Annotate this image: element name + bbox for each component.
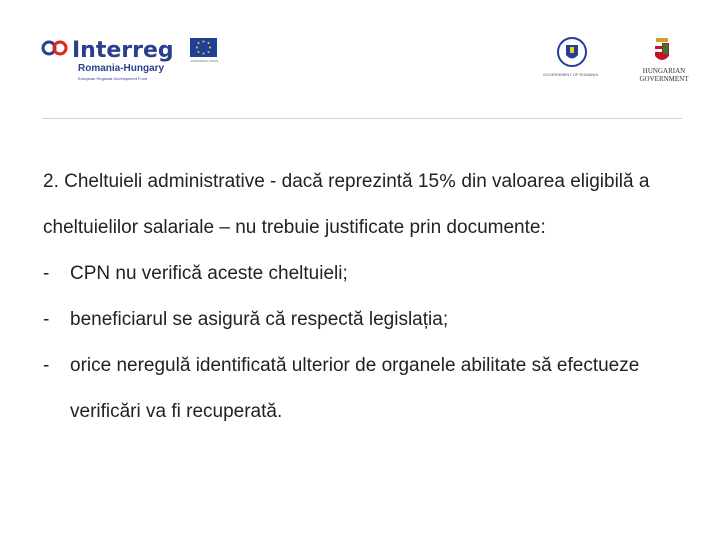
intro-text-end: din valoarea eligibilă a cheltuielilor salariale – nu trebuie justificate prin documente: xyxy=(43,171,650,238)
interreg-wordmark: Interreg xyxy=(72,38,174,63)
hungary-caption-line2: GOVERNMENT xyxy=(639,75,689,83)
percent-sign: % xyxy=(439,171,457,192)
intro-text-start: 2. Cheltuieli administrative - dacă reprezintă 15 xyxy=(43,171,440,192)
hungary-caption-line1: HUNGARIAN xyxy=(642,67,686,75)
header xyxy=(0,0,720,120)
list-item xyxy=(43,343,693,435)
bullet-dash: - xyxy=(43,355,50,376)
slide-content xyxy=(43,159,693,435)
bullet-dash: - xyxy=(43,263,50,284)
bullet-list xyxy=(43,251,693,435)
list-item xyxy=(43,297,693,343)
interreg-mark-icon xyxy=(43,42,66,54)
program-name: Romania-Hungary xyxy=(78,63,165,74)
list-item xyxy=(43,251,693,297)
bullet-text: CPN nu verifică aceste cheltuieli; xyxy=(70,263,348,284)
interreg-logo xyxy=(40,34,230,92)
fund-caption: European Regional Development Fund xyxy=(78,76,148,81)
intro-paragraph xyxy=(43,159,693,251)
eu-caption: EUROPEAN UNION xyxy=(191,59,219,63)
hungarian-government-logo xyxy=(636,36,692,84)
romania-caption: GOVERNMENT OF ROMANIA xyxy=(543,72,599,77)
romania-government-logo xyxy=(540,36,630,82)
eu-flag-icon xyxy=(190,38,217,57)
bullet-text: orice neregulă identificată ulterior de organele abilitate să efectueze verificări va fi recuperată. xyxy=(70,355,640,422)
bullet-dash: - xyxy=(43,309,50,330)
bullet-text: beneficiarul se asigură că respectă legislația; xyxy=(70,309,449,330)
hungary-coat-of-arms-icon xyxy=(655,38,669,60)
header-divider xyxy=(42,118,682,119)
romania-coat-of-arms-icon xyxy=(558,38,586,66)
